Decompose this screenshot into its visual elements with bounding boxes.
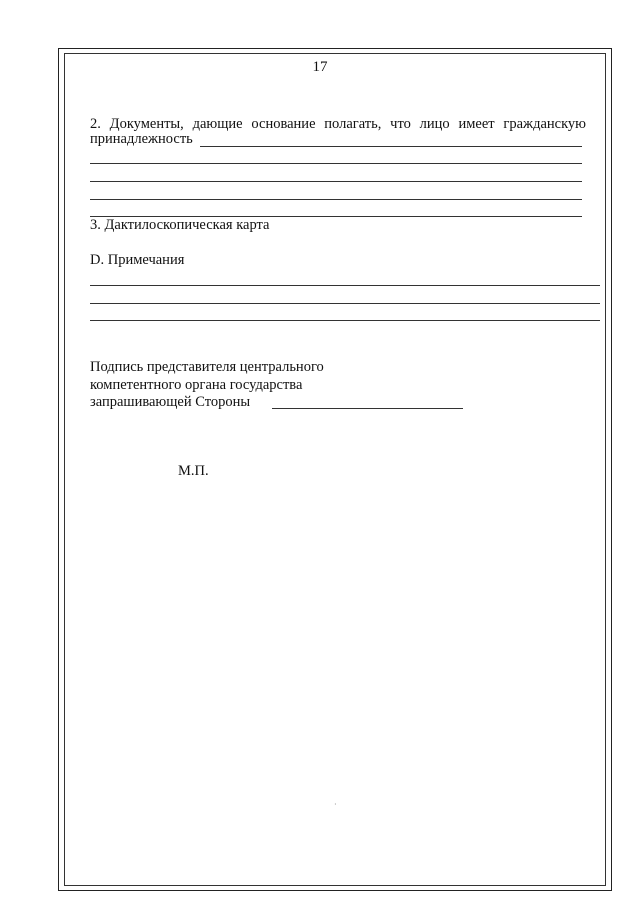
section-3-heading: 3. Дактилоскопическая карта [90, 217, 270, 233]
notes-fill-line-3 [90, 320, 600, 321]
signature-line [272, 408, 463, 409]
section-d-heading: D. Примечания [90, 252, 185, 268]
section-2-fill-line-4 [90, 199, 582, 200]
section-2-heading-line2: принадлежность [90, 131, 193, 147]
section-2-heading-line1: 2. Документы, дающие основание полагать, что лицо имеет гражданскую [90, 116, 586, 132]
section-2-fill-line-2 [90, 163, 582, 164]
scan-mark: · [334, 800, 337, 809]
page-border-inner [64, 53, 606, 886]
signature-label-line3: запрашивающей Стороны [90, 394, 251, 410]
notes-fill-line-1 [90, 285, 600, 286]
section-2-fill-line-1 [200, 146, 582, 147]
page-number: 17 [312, 59, 328, 75]
signature-label-line2: компетентного органа государства [90, 377, 303, 393]
signature-label-line1: Подпись представителя центрального [90, 359, 324, 375]
notes-fill-line-2 [90, 303, 600, 304]
section-2-fill-line-3 [90, 181, 582, 182]
seal-place-label: М.П. [178, 463, 209, 479]
